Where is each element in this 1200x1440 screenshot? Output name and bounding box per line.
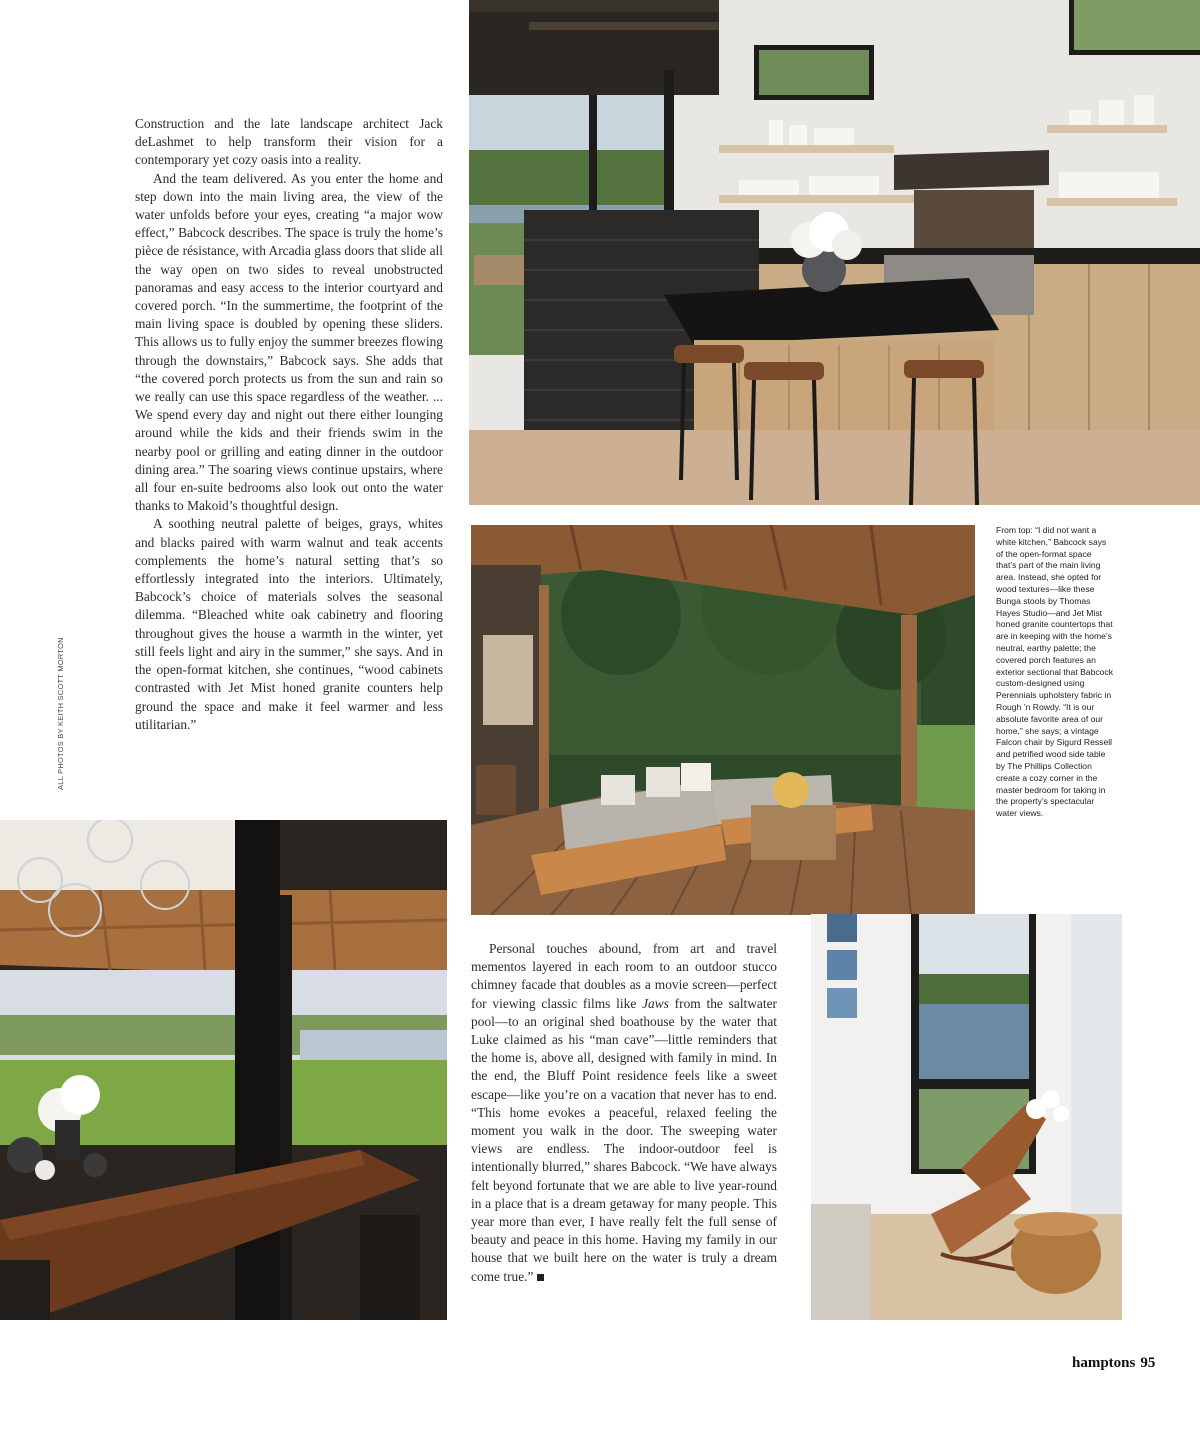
bedroom-photo bbox=[811, 914, 1122, 1320]
dining-photo bbox=[0, 820, 447, 1320]
paragraph: A soothing neutral palette of beiges, grays, whites and blacks paired with warm walnut and teak accents complements the home’s natural setting that’s so effortlessly integrated into the interiors. Ultimately, Babcock’s choice of materials solves the seasonal dilemma. “Bleached white oak cabinetry and flooring throughout gives the house a warmth in the winter, yet still feels light and airy in the summer,” she says. And in the open-format kitchen, she continues, “wood cabinets contrasted with Jet Mist honed granite counters help ground the space and make it feel warmer and less utilitarian.” bbox=[135, 516, 443, 732]
publication-name: hamptons bbox=[1072, 1355, 1136, 1371]
article-column-left bbox=[135, 115, 443, 734]
photo-credit: ALL PHOTOS BY KEITH SCOTT MORTON bbox=[56, 637, 65, 790]
film-title: Jaws bbox=[642, 995, 669, 1011]
paragraph: Construction and the late landscape architect Jack deLashmet to help transform their vision for a contemporary yet cozy oasis into a reality. bbox=[135, 116, 443, 168]
paragraph-text: Personal touches abound, from art and travel mementos layered in each room to an outdoor stucco chimney facade that doubles as a movie screen—perfect for viewing classic films like bbox=[471, 941, 777, 1011]
porch-photo bbox=[471, 525, 975, 915]
photo-caption: From top: “I did not want a white kitchen,” Babcock says of the open-format space that’s part of the main living area. Instead, she opted for wood textures—like these Bunga stools by Thomas Hayes Studio—and Jet Mist honed granite countertops that are in keeping with the home’s neutral, earthy palette; the covered porch features an exterior sectional that Babcock custom-designed using Perennials upholstery fabric in Rough ’n Rowdy. “It is our absolute favorite area of our home,” she says; a vintage Falcon chair by Sigurd Ressell and petrified wood side table by The Phillips Collection create a cozy corner in the master bedroom for taking in the property’s spectacular water views. bbox=[996, 525, 1114, 819]
paragraph bbox=[471, 940, 777, 1286]
paragraph: And the team delivered. As you enter the home and step down into the main living area, the view of the water unfolds before your eyes, creating “a major wow effect,” Babcock describes. The space is truly the home’s pièce de résistance, with Arcadia glass doors that slide all the way open on two sides to reveal unobstructed panoramas and easy access to the interior courtyard and covered porch. “In the summertime, the footprint of the main living space is doubled by opening these sliders. This allows us to fully enjoy the summer breezes flowing through the downstairs,” Babcock says. She adds that “the covered porch protects us from the sun and rain so we really can use this space regardless of the weather. ... We spend every day and night out there either lounging around while the kids and their friends swim in the nearby pool or grilling and eating dinner in the outdoor dining area.” The soaring views continue upstairs, where all four en-suite bedrooms also look out onto the water thanks to Makoid’s thoughtful design. bbox=[135, 170, 443, 514]
article-column-right bbox=[471, 940, 777, 1286]
paragraph-text: from the saltwater pool—to an original shed boathouse by the water that Luke claimed as his “man cave”—little reminders that the home is, above all, designed with family in mind. In the end, the Bluff Point residence feels like a sweet escape—like you’re on a vacation that never has to end. “This home evokes a peaceful, relaxed feeling the moment you walk in the door. The sweeping water views are endless. The indoor-outdoor feel is intentionally blurred,” shares Babcock. “We have always felt beyond fortunate that we are able to live year-round in a place that is a dream getaway for many people. This year more than ever, I have really felt the full sense of beauty and peace in this home. Having my family in our house that we built here on the water is truly a dream come true.” bbox=[471, 995, 778, 1284]
page-folio bbox=[1072, 1355, 1155, 1372]
kitchen-photo bbox=[469, 0, 1200, 505]
end-mark-icon bbox=[537, 1274, 544, 1281]
page-number: 95 bbox=[1140, 1355, 1156, 1371]
